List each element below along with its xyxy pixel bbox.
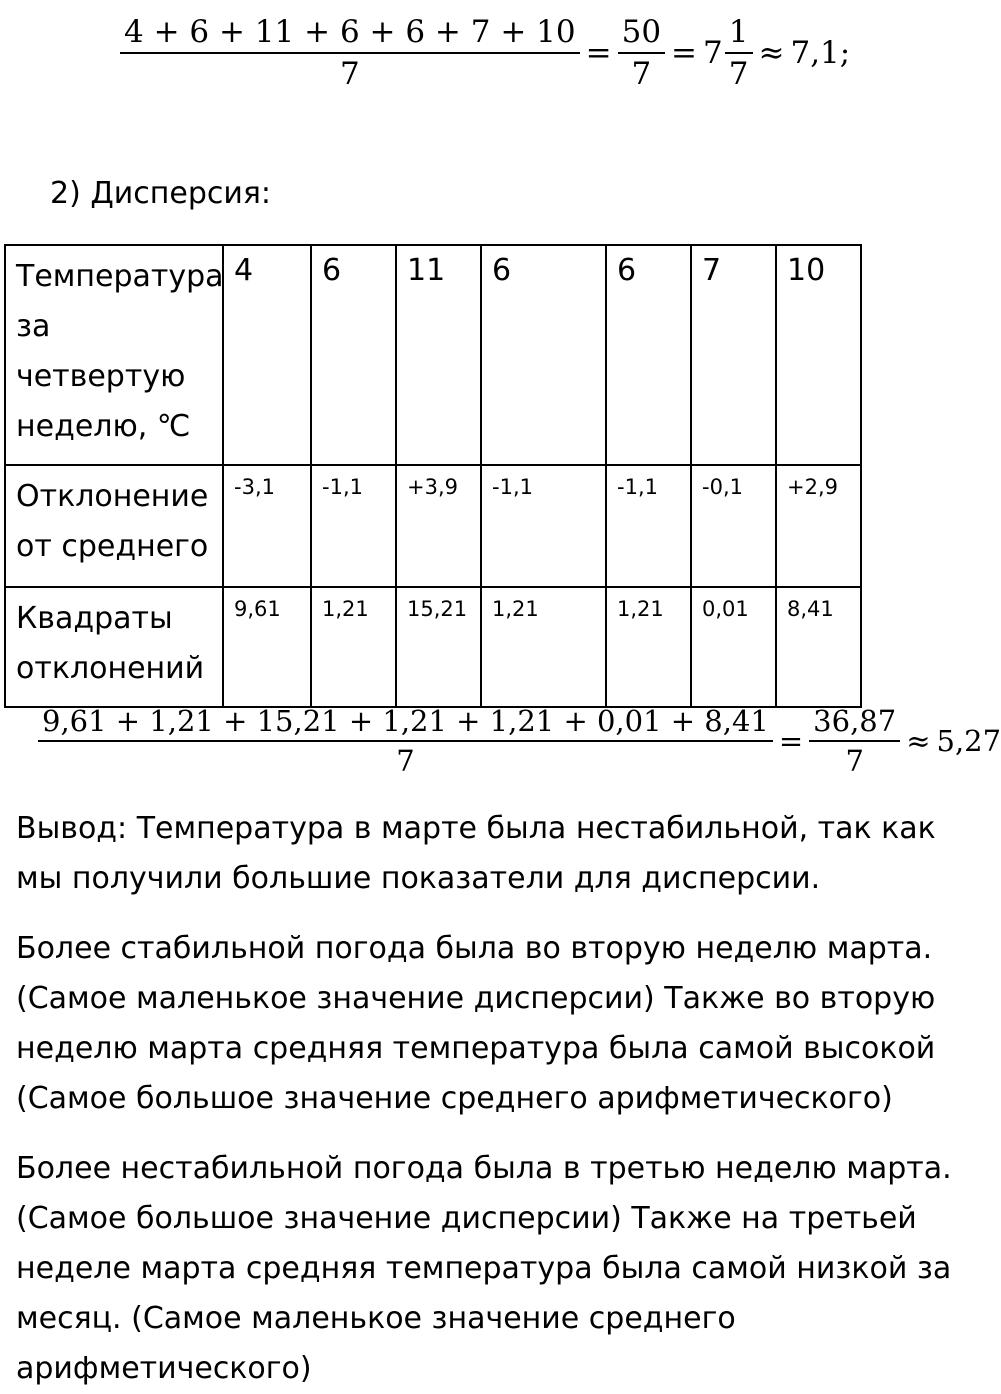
table-cell: 4	[223, 245, 311, 465]
table-row-deviation	[5, 465, 861, 587]
variance-numerator: 9,61 + 1,21 + 15,21 + 1,21 + 1,21 + 0,01 + 8,41	[42, 704, 769, 738]
variance-denominator: 7	[396, 744, 415, 778]
table-row-temperature	[5, 245, 861, 465]
approx-sign: ≈	[906, 724, 931, 758]
table-cell: +3,9	[396, 465, 481, 587]
table-cell: +2,9	[776, 465, 861, 587]
equals-sign: =	[671, 35, 698, 71]
table-row-squares	[5, 587, 861, 707]
unstable-week-paragraph: Более нестабильной погода была в третью неделю марта. (Самое большое значение дисперсии) Также на третьей неделе марта средняя температура была самой низкой за месяц. (Самое маленькое значение среднего арифметического)	[16, 1151, 952, 1386]
table-cell: 6	[481, 245, 606, 465]
mean-denominator: 7	[339, 56, 360, 92]
row-header-deviation: Отклонение от среднего	[5, 465, 223, 587]
table-cell: -1,1	[606, 465, 691, 587]
table-cell: -0,1	[691, 465, 776, 587]
table-cell: 6	[311, 245, 396, 465]
table-cell: 15,21	[396, 587, 481, 707]
table-cell: 1,21	[311, 587, 396, 707]
equals-sign: =	[778, 724, 804, 758]
table-cell: 1,21	[606, 587, 691, 707]
table-cell: 10	[776, 245, 861, 465]
stable-week-paragraph: Более стабильной погода была во вторую неделю марта. (Самое маленькое значение дисперсии) Также во вторую неделю марта средняя температура была самой высокой (Самое большое значение среднего арифметического)	[16, 931, 936, 1116]
table-cell: -1,1	[481, 465, 606, 587]
row-header-temperature: Температура за четвертую неделю, ℃	[5, 245, 223, 465]
variance-sum-numerator: 36,87	[813, 704, 897, 738]
sum-numerator: 50	[621, 14, 662, 50]
variance-sum-denominator: 7	[845, 744, 864, 778]
variance-result: 5,27	[936, 724, 1001, 758]
table-cell: 11	[396, 245, 481, 465]
mean-fraction	[120, 14, 580, 92]
sum-denominator: 7	[631, 56, 652, 92]
mean-fraction-sum	[618, 14, 665, 92]
table-cell: 7	[691, 245, 776, 465]
section-heading: 2) Дисперсия:	[50, 176, 272, 211]
mean-result: 7,1;	[790, 35, 851, 71]
mixed-numerator: 1	[728, 14, 749, 50]
approx-sign: ≈	[758, 35, 785, 71]
table-cell: 8,41	[776, 587, 861, 707]
table-cell: 1,21	[481, 587, 606, 707]
table-cell: 0,01	[691, 587, 776, 707]
mixed-number-fraction	[725, 14, 753, 92]
table-cell: 6	[606, 245, 691, 465]
conclusion-paragraph: Вывод: Температура в марте была нестабильной, так как мы получили большие показатели для дисперсии.	[16, 811, 936, 896]
variance-fraction	[38, 704, 773, 778]
variance-table	[4, 244, 862, 708]
variance-fraction-sum	[809, 704, 900, 778]
table-cell: -3,1	[223, 465, 311, 587]
equals-sign: =	[585, 35, 612, 71]
table-cell: 9,61	[223, 587, 311, 707]
mixed-number-whole: 7	[703, 35, 723, 71]
variance-formula	[38, 704, 1001, 778]
mixed-denominator: 7	[728, 56, 749, 92]
row-header-squares: Квадраты отклонений	[5, 587, 223, 707]
mean-numerator: 4 + 6 + 11 + 6 + 6 + 7 + 10	[124, 14, 576, 50]
mean-formula	[120, 14, 850, 92]
table-cell: -1,1	[311, 465, 396, 587]
